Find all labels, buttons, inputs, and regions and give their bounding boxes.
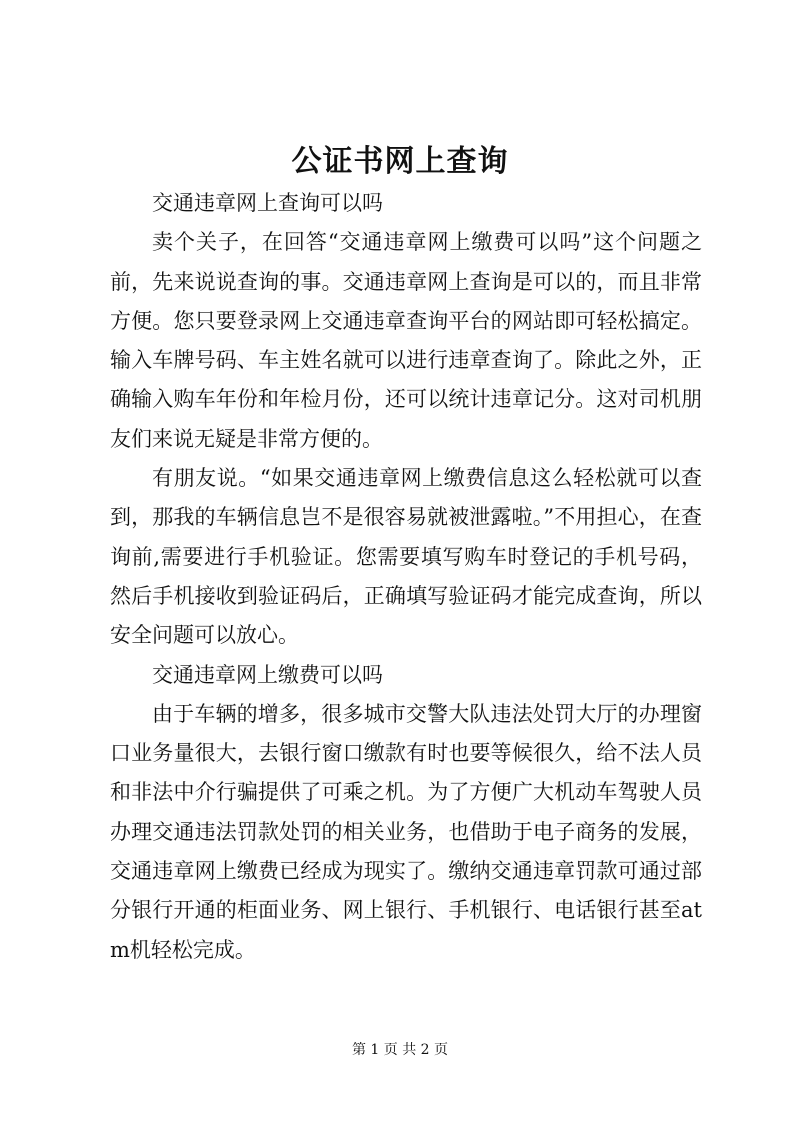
paragraph-query-explanation: 卖个关子，在回答“交通违章网上缴费可以吗”这个问题之前，先来说说查询的事。交通违章网上查询是可以的，而且非常方便。您只要登录网上交通违章查询平台的网站即可轻松搞定。输入车牌号码、车主姓名就可以进行违章查询了。除此之外，正确输入购车年份和年检月份，还可以统计违章记分。这对司机朋友们来说无疑是非常方便的。 xyxy=(110,230,702,451)
document-title: 公证书网上查询 xyxy=(291,144,509,179)
paragraph-heading-payment: 交通违章网上缴费可以吗 xyxy=(152,662,383,687)
paragraph-payment-explanation: 由于车辆的增多，很多城市交警大队违法处罚大厅的办理窗口业务量很大，去银行窗口缴款有时也要等候很久，给不法人员和非法中介行骗提供了可乘之机。为了方便广大机动车驾驶人员办理交通违法罚款处罚的相关业务，也借助于电子商务的发展，交通违章网上缴费已经成为现实了。缴纳交通违章罚款可通过部分银行开通的柜面业务、网上银行、手机银行、电话银行甚至atm机轻松完成。 xyxy=(110,701,702,962)
document-body xyxy=(110,184,702,970)
paragraph-privacy-concern: 有朋友说。“如果交通违章网上缴费信息这么轻松就可以查到，那我的车辆信息岂不是很容易就被泄露啦。”不用担心，在查询前,需要进行手机验证。您需要填写购车时登记的手机号码，然后手机接收到验证码后，正确填写验证码才能完成查询，所以安全问题可以放心。 xyxy=(110,466,702,648)
paragraph-heading-query: 交通违章网上查询可以吗 xyxy=(152,191,383,215)
page-number-footer: 第 1 页 共 2 页 xyxy=(351,1042,449,1058)
